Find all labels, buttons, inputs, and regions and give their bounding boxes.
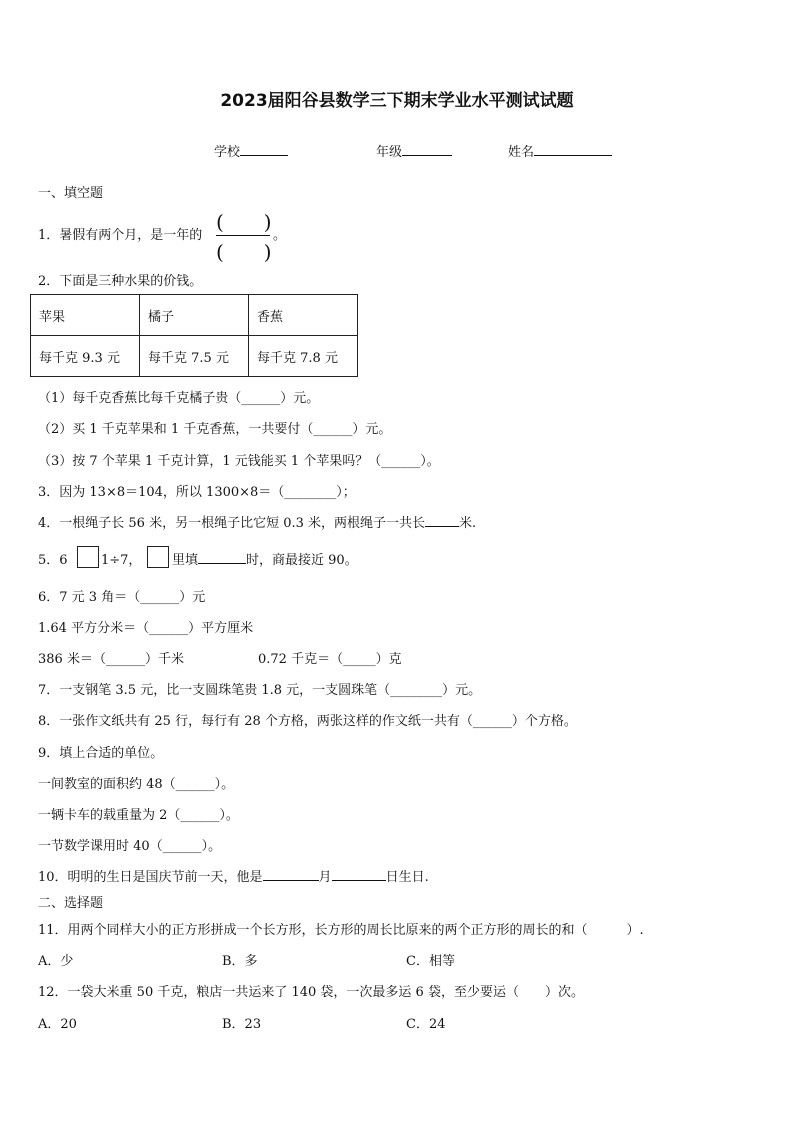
question-10-month: 月	[318, 870, 332, 885]
section-fill-in: 一、填空题	[38, 186, 104, 201]
question-4-text: 4．一根绳子长 56 米，另一根绳子比它短 0.3 米，两根绳子一共长	[38, 516, 426, 531]
q10-month-blank[interactable]	[263, 868, 319, 881]
school-field	[214, 141, 288, 160]
fraction-numerator: ( )	[216, 210, 272, 234]
option-a[interactable]: A．20	[38, 1017, 77, 1032]
fraction-denominator: ( )	[216, 240, 272, 264]
question-8: 8．一张作文纸共有 25 行，每行有 28 个方格，两张这样的作文纸一共有（______）个方格。	[38, 714, 577, 729]
answer-box[interactable]	[77, 546, 99, 568]
question-4	[38, 512, 476, 531]
name-label: 姓名	[508, 145, 535, 160]
table-row	[31, 336, 358, 377]
table-cell-banana-price: 每千克 7.8 元	[249, 336, 358, 377]
page-title: 2023届阳谷县数学三下期末学业水平测试试题	[220, 91, 574, 111]
section-choice: 二、选择题	[38, 896, 104, 911]
question-10-text: 10．明明的生日是国庆节前一天，他是	[38, 870, 263, 885]
question-3: 3．因为 13×8＝104，所以 1300×8＝（________）；	[38, 485, 356, 500]
q5-answer-blank[interactable]	[198, 551, 246, 564]
question-5-end: 时，商最接近 90。	[246, 553, 358, 568]
school-label: 学校	[214, 145, 241, 160]
question-9: 9．填上合适的单位。	[38, 746, 164, 761]
question-2: 2．下面是三种水果的价钱。	[38, 274, 203, 289]
option-a[interactable]: A．少	[38, 954, 74, 969]
grade-blank[interactable]	[402, 143, 452, 156]
question-6-line-2: 1.64 平方分米＝（______）平方厘米	[38, 621, 254, 636]
question-12: 12．一袋大米重 50 千克，粮店一共运来了 140 袋，一次最多运 6 袋，至少要运（ ）次。	[38, 985, 584, 1000]
option-b[interactable]: B．23	[222, 1017, 262, 1032]
table-cell-orange-price: 每千克 7.5 元	[140, 336, 249, 377]
question-7: 7．一支钢笔 3.5 元，比一支圆珠笔贵 1.8 元，一支圆珠笔（________）元。	[38, 683, 482, 698]
table-header-orange: 橘子	[140, 295, 249, 336]
grade-field	[376, 141, 452, 160]
question-1-end: 。	[273, 228, 287, 243]
option-c[interactable]: C．24	[406, 1017, 446, 1032]
question-5-tail	[172, 549, 358, 568]
q4-answer-blank[interactable]	[425, 514, 459, 527]
answer-box[interactable]	[147, 546, 169, 568]
question-5-fill: 里填	[172, 553, 199, 568]
question-10-day: 日生日.	[385, 870, 429, 885]
q10-day-blank[interactable]	[332, 868, 386, 881]
fruit-price-table	[30, 294, 358, 377]
question-6-line-3b: 0.72 千克＝（_____）克	[258, 652, 402, 667]
question-5-text: 1÷7，	[101, 553, 142, 568]
question-9-a: 一间教室的面积约 48（______）。	[38, 777, 235, 792]
question-4-unit: 米.	[459, 516, 477, 531]
question-6-line-1: 6．7 元 3 角＝（______）元	[38, 590, 206, 605]
grade-label: 年级	[376, 145, 403, 160]
question-9-b: 一辆卡车的载重量为 2（______）。	[38, 808, 239, 823]
question-2-1: （1）每千克香蕉比每千克橘子贵（______）元。	[38, 391, 320, 406]
table-header-banana: 香蕉	[249, 295, 358, 336]
question-11: 11．用两个同样大小的正方形拼成一个长方形，长方形的周长比原来的两个正方形的周长的和（ ）.	[38, 923, 644, 938]
option-b[interactable]: B．多	[222, 954, 258, 969]
question-2-3: （3）按 7 个苹果 1 千克计算，1 元钱能买 1 个苹果吗？（______）。	[38, 454, 440, 469]
table-row	[31, 295, 358, 336]
table-cell-apple-price: 每千克 9.3 元	[31, 336, 140, 377]
question-10	[38, 866, 429, 885]
question-5-num: 5．6	[38, 553, 68, 568]
question-2-2: （2）买 1 千克苹果和 1 千克香蕉，一共要付（______）元。	[38, 422, 392, 437]
school-blank[interactable]	[240, 143, 288, 156]
fraction-answer[interactable]	[216, 206, 270, 262]
name-field	[508, 141, 612, 160]
question-9-c: 一节数学课用时 40（______）。	[38, 839, 222, 854]
table-header-apple: 苹果	[31, 295, 140, 336]
question-6-line-3a: 386 米＝（______）千米	[38, 652, 184, 667]
option-c[interactable]: C．相等	[406, 954, 455, 969]
name-blank[interactable]	[534, 143, 612, 156]
question-1: 1．暑假有两个月，是一年的	[38, 228, 203, 243]
